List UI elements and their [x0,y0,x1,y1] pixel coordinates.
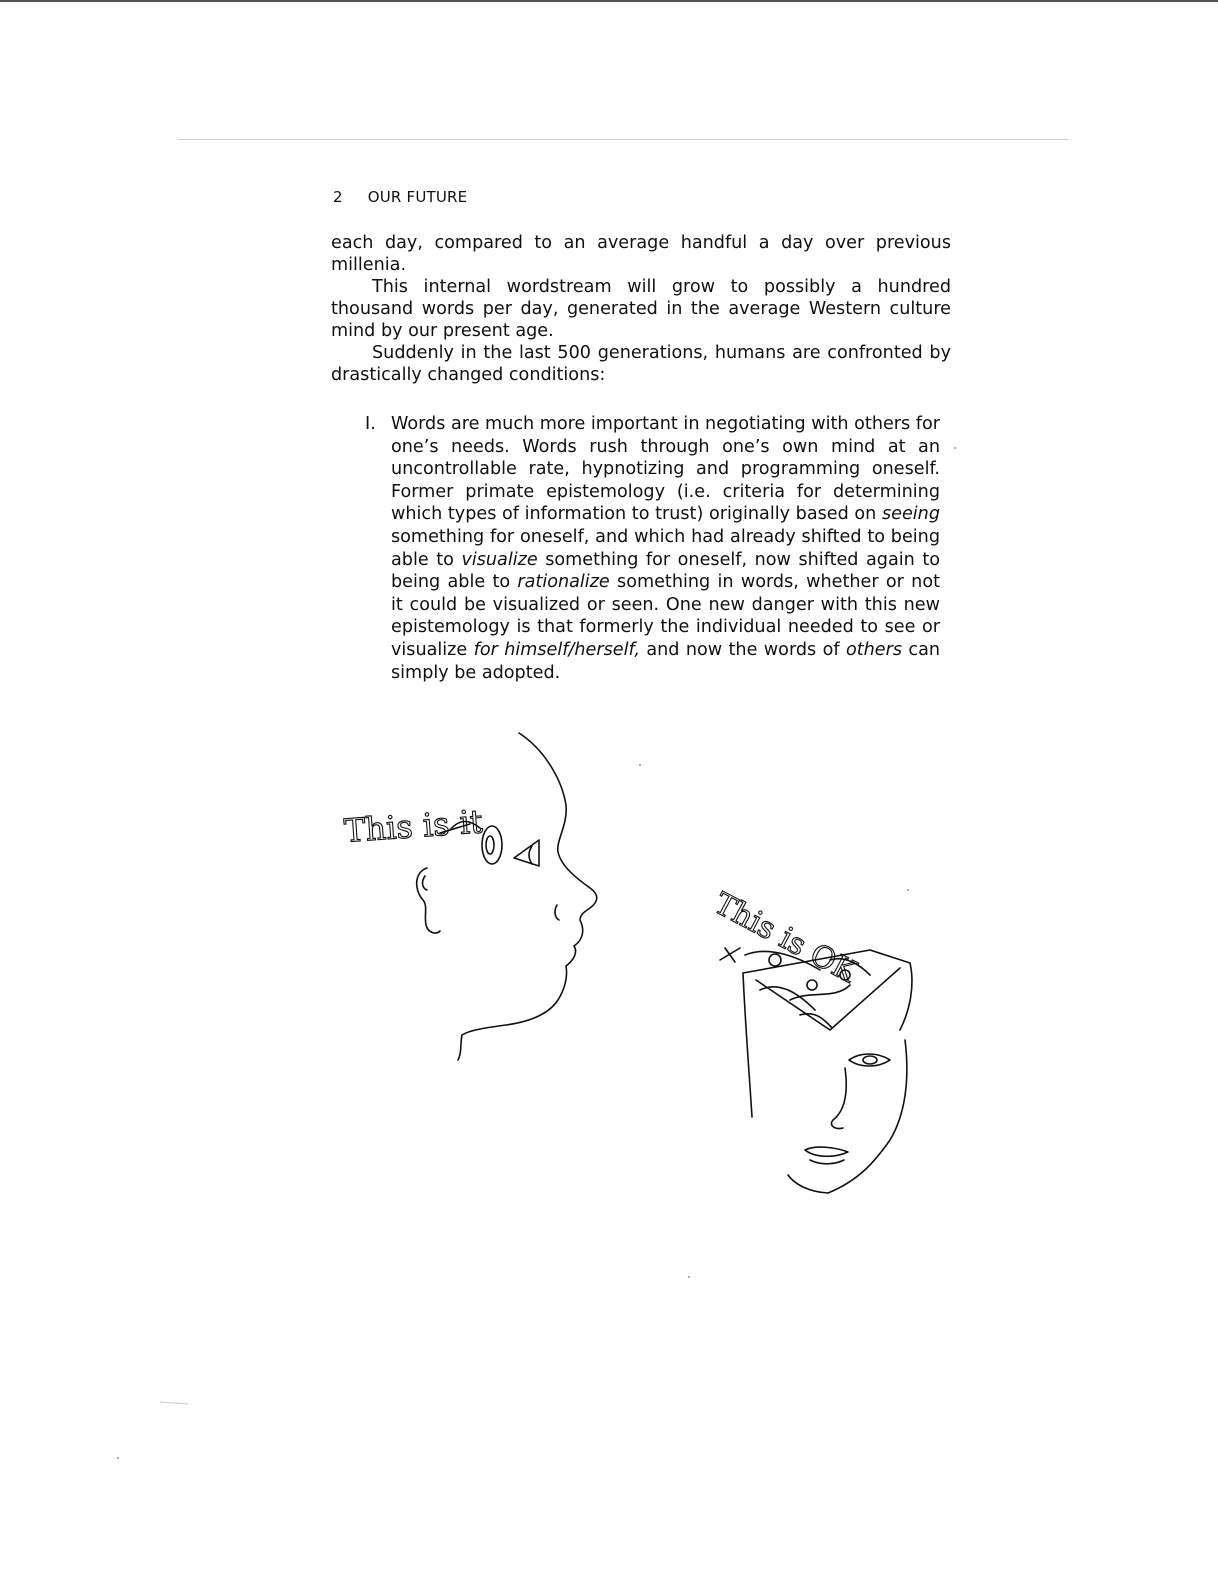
list-text-run: Words are much more important in negotiating with others for one’s needs. Words rush through one’s own mind at an uncontrollable rate, hypnotizing and programming oneself. Former primate epistemology (i.e. criteria for determining which types of information to trust) originally based on [391,414,940,525]
list-text-run: something in words, whether or not it could be visualized or seen. One new danger with this new epistemology is that formerly the individual needed to see or visualize [391,572,940,660]
right-head-drawing [708,886,912,1193]
paragraph-1: each day, compared to an average handful a day over previous millenia. [331,233,951,275]
left-caption: This is it [342,802,484,850]
left-head-drawing [343,733,597,1060]
header-rule [178,139,1068,140]
list-item [365,413,940,684]
word-jumble [720,948,870,1028]
running-head [333,188,467,206]
right-caption: This is OK [708,886,862,991]
running-title: OUR FUTURE [367,188,468,206]
list-item-number: I. [365,414,376,434]
list-text-run: and now the words of [639,639,846,660]
list-emphasis: visualize [461,549,538,570]
page-number: 2 [333,188,343,206]
list-emphasis: for himself/herself, [473,639,640,660]
numbered-list [365,413,940,684]
list-emphasis: others [845,639,902,660]
paragraph-3: Suddenly in the last 500 generations, humans are confronted by drastically changed conditions: [331,343,951,385]
list-text-run: can simply be adopted. [391,639,940,683]
list-text-run: something for oneself, now shifted again to being able to [391,549,941,593]
list-text-run: something for oneself, and which had already shifted to being able to [391,526,940,570]
list-item-text [391,414,940,683]
list-emphasis: rationalize [517,572,610,593]
body-text [331,232,951,386]
paragraph-2: This internal wordstream will grow to possibly a hundred thousand words per day, generated in the average Western culture mind by our present age. [331,277,951,341]
scan-top-border [0,0,1218,2]
list-emphasis: seeing [881,504,940,525]
